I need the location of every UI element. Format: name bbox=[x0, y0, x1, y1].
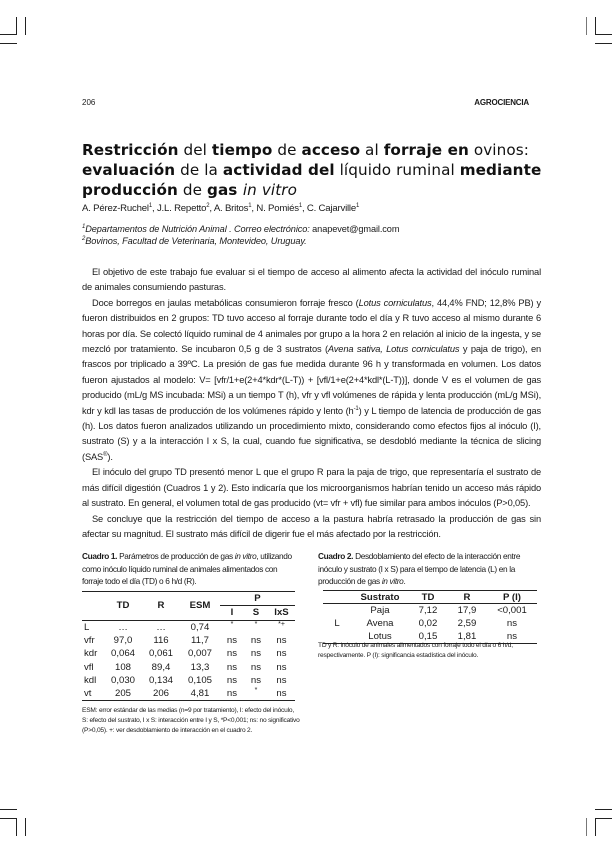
table-cell: ns bbox=[276, 674, 287, 686]
table1-caption-label: Cuadro 1. bbox=[82, 551, 118, 561]
title-line-1 bbox=[82, 141, 529, 159]
author bbox=[214, 203, 252, 214]
crop-mark-tl-v2 bbox=[25, 17, 26, 35]
author-list: A. Pérez-Ruchel$^1$, J.L. Repetto$^2$, A. Britos$^1$, N. Pomiés$^1$, C. Cajarville$^1$ bbox=[82, 203, 360, 215]
table-row bbox=[82, 620, 295, 634]
table2-header-p: P (I) bbox=[487, 591, 537, 604]
author bbox=[307, 203, 359, 214]
table-cell-param: vfr bbox=[84, 635, 95, 647]
paragraph-text: y paja de trigo), en frascos por triplicado a 39ºC. La presión de gas fue medida durante 96 h y transformada en volumen. Los datos fueron ajustados al modelo: V= [vfr/1+e(2+4*kdr*(L-T)) + [vfl/1+e(2+4*kdl*(L-T))], donde V es el volumen de gas producido (mL/g MS incubada: MSi) a un tiempo T (h), vfr y vfl volúmenes de rápida y lenta producción (mL/g MSi), kdr y kdl las tasas de producción de los volúmenes rápido y lento (h bbox=[82, 344, 541, 416]
paragraph-text: , 44,4% FND; 12,8% PB) y fueron distribuidos en 2 grupos: TD tuvo acceso al forraje durante todo el día y R tuvo acceso al mismo durante 6 horas por día. Se colectó líquido ruminal de 4 animales por grupo a la hora 2 en relación al inicio de la ingesta, y se mezcló por tratamiento. Se incubaron 0,5 g de 3 sustratos ( bbox=[82, 297, 541, 355]
title-text: mediante bbox=[459, 161, 542, 179]
table-cell: 0,02 bbox=[418, 618, 438, 629]
table-cell: 116 bbox=[153, 635, 169, 647]
table-cell: ns bbox=[226, 674, 238, 686]
title-text: de bbox=[177, 181, 207, 199]
table2-header-sustrato: Sustrato bbox=[351, 591, 409, 604]
table-cell: 13,3 bbox=[190, 661, 210, 673]
species-name: Lotus corniculatus bbox=[358, 297, 432, 308]
author-affiliation-mark: 1 bbox=[298, 203, 302, 209]
author-affiliation-mark: 2 bbox=[206, 203, 210, 209]
crop-mark-tl-h2 bbox=[0, 43, 17, 44]
superscript: -1 bbox=[353, 405, 359, 412]
table-row bbox=[323, 617, 537, 630]
crop-mark-br-h2 bbox=[595, 818, 612, 819]
page-number: 206 bbox=[82, 98, 96, 107]
table2-param-label: L bbox=[323, 604, 351, 644]
table-cell: 0,74 bbox=[190, 621, 210, 633]
table-row bbox=[82, 647, 295, 660]
table-cell: 108 bbox=[114, 661, 131, 673]
title-text: de bbox=[272, 141, 302, 159]
table-cell: ns bbox=[506, 618, 518, 629]
author-name: A. Pérez-Ruchel bbox=[82, 203, 149, 215]
table-cell: ns bbox=[276, 648, 287, 660]
title-text: Restricción bbox=[82, 141, 179, 159]
author-name: J.L. Repetto bbox=[156, 203, 207, 215]
table-cell-param: vt bbox=[82, 687, 104, 701]
table-cell: 0,105 bbox=[187, 674, 212, 686]
title-text: ovinos: bbox=[468, 141, 529, 159]
affiliation-text: Bovinos, Facultad de Veterinaria, Montevideo, Uruguay. bbox=[85, 236, 307, 247]
title-line-3 bbox=[82, 181, 297, 199]
table-cell: 11,7 bbox=[191, 635, 209, 647]
table2-caption-label: Cuadro 2. bbox=[318, 551, 354, 561]
author-name: A. Britos bbox=[213, 203, 249, 215]
affiliation-number: 2 bbox=[82, 236, 86, 242]
paragraph-text: Doce borregos en jaulas metabólicas consumieron forraje fresco ( bbox=[92, 297, 359, 308]
table-cell: 2,59 bbox=[457, 618, 477, 629]
table-row bbox=[82, 660, 295, 673]
crop-mark-bl-v2 bbox=[25, 818, 26, 836]
author-affiliation-mark: 1 bbox=[148, 203, 152, 209]
table-cell: 0,007 bbox=[187, 648, 212, 660]
table-cell: Lotus bbox=[351, 630, 409, 644]
table2 bbox=[323, 590, 537, 644]
table-cell: 0,134 bbox=[148, 674, 173, 686]
table1-caption bbox=[82, 550, 300, 588]
table-cell: 89,4 bbox=[151, 661, 171, 673]
table-cell: ns bbox=[220, 687, 244, 701]
table2-header-row bbox=[323, 591, 537, 604]
table-row bbox=[82, 674, 295, 687]
table-cell: * bbox=[230, 620, 234, 628]
title-text: actividad del bbox=[222, 161, 335, 179]
table2-caption bbox=[318, 550, 540, 588]
title-text: evaluación bbox=[82, 161, 176, 179]
title-text: al bbox=[360, 141, 384, 159]
table-cell: ns bbox=[250, 648, 262, 660]
paragraph-conclusion: Se concluye que la restricción del tiempo de acceso a la pastura habría retrasado la producción de gas sin afectar su magnitud. El sustrato más difícil de digerir fue el más afectado por la restricción. bbox=[82, 513, 541, 539]
table-cell: ns bbox=[226, 635, 238, 647]
table1-header-i: I bbox=[220, 606, 244, 620]
caption-text: . bbox=[403, 576, 406, 586]
table2-header-r: R bbox=[447, 591, 487, 604]
table-cell-param: vfl bbox=[84, 661, 94, 673]
registered-mark: ® bbox=[103, 451, 108, 458]
table-cell: 0,15 bbox=[409, 630, 447, 644]
author-affiliation-mark: 1 bbox=[248, 203, 252, 209]
table-cell: … bbox=[156, 621, 166, 633]
table-cell: ns bbox=[250, 674, 262, 686]
crop-mark-tl-h bbox=[0, 34, 17, 35]
title-text: producción bbox=[82, 181, 178, 199]
paragraph-text: ) y L tiempo de latencia de producción de gas (h). Los datos fueron analizados utilizando un procedimiento mixto, considerando como efectos fijos al inóculo (I), sustrato (S) y a la interacción I x S, la cual, cuando fue significativa, se desdobló mediante la técnica de slicing (SAS bbox=[82, 405, 541, 462]
table1-header-empty bbox=[82, 592, 104, 621]
title-text: acceso bbox=[301, 141, 361, 159]
crop-mark-tr-h2 bbox=[595, 43, 612, 44]
author-affiliation-mark: 1 bbox=[356, 203, 360, 209]
table-cell: 206 bbox=[142, 687, 180, 701]
crop-mark-bl-h bbox=[0, 809, 17, 810]
article-title bbox=[82, 140, 542, 200]
table-cell: ns bbox=[250, 661, 262, 673]
table1-header-ixs: IxS bbox=[268, 606, 295, 620]
title-text: líquido ruminal bbox=[334, 161, 460, 179]
table-cell: 17,9 bbox=[457, 605, 477, 616]
abstract-body bbox=[82, 265, 541, 542]
table1-header-row-1 bbox=[82, 592, 295, 606]
table-cell: ns bbox=[276, 635, 287, 647]
table-cell: 97,0 bbox=[113, 635, 133, 647]
table-cell: … bbox=[118, 621, 128, 633]
crop-mark-tl-v bbox=[16, 17, 17, 35]
table2-header-empty bbox=[323, 591, 351, 604]
table1-header-s: S bbox=[244, 606, 268, 620]
caption-italic: in vitro bbox=[234, 551, 257, 561]
title-text: del bbox=[178, 141, 212, 159]
table-cell: 0,030 bbox=[110, 674, 135, 686]
table-cell: ns bbox=[226, 661, 238, 673]
table-row bbox=[82, 634, 295, 647]
journal-name: AGROCIENCIA bbox=[474, 98, 529, 107]
table1-header-p: P bbox=[220, 592, 295, 606]
table1 bbox=[82, 591, 295, 701]
table2-footnote: TD y R: inóculo de animales alimentados con forraje todo el día o 6 h/d, respectivamente. P (I): significancia estadística del inóculo. bbox=[318, 642, 513, 659]
table-cell: ns bbox=[487, 630, 537, 644]
paragraph-objective: El objetivo de este trabajo fue evaluar si el tiempo de acceso al alimento afecta la actividad del inóculo ruminal de animales consumiendo pasturas. bbox=[82, 267, 541, 293]
author-name: C. Cajarville bbox=[306, 203, 357, 215]
crop-mark-bl-h2 bbox=[0, 818, 17, 819]
paragraph-results: El inóculo del grupo TD presentó menor L que el grupo R para la paja de trigo, que representaría el sustrato de más difícil digestión (Cuadros 1 y 2). Esto indicaría que los microorganismos habrían tenido un acceso más rápido al sustrato. En general, el volumen total de gas producido (vt= vfr + vfl) fue similar para ambos inóculos (P>0,05). bbox=[82, 467, 541, 509]
caption-italic: in vitro bbox=[381, 576, 404, 586]
table-cell: <0,001 bbox=[497, 605, 527, 616]
table-cell-param: L bbox=[84, 621, 90, 633]
table-cell: 0,064 bbox=[110, 648, 135, 660]
table-row bbox=[323, 604, 537, 618]
table-cell-param: kdl bbox=[84, 674, 97, 686]
crop-mark-tr-v2 bbox=[586, 17, 587, 35]
table-cell: Paja bbox=[370, 605, 390, 616]
title-line-2 bbox=[82, 161, 541, 179]
table-cell: ns bbox=[276, 661, 287, 673]
table-cell: 1,81 bbox=[447, 630, 487, 644]
table-cell: 7,12 bbox=[418, 605, 438, 616]
author bbox=[82, 203, 152, 214]
affiliation-number: 1 bbox=[82, 224, 86, 230]
table-cell: Avena bbox=[366, 618, 394, 629]
table-cell: ns bbox=[250, 635, 262, 647]
paragraph-methods bbox=[82, 296, 541, 465]
title-text: gas bbox=[206, 181, 238, 199]
crop-mark-br-h bbox=[595, 809, 612, 810]
affiliation-text: Departamentos de Nutrición Animal . Correo electrónico: bbox=[85, 224, 313, 235]
table-cell: 0,061 bbox=[148, 648, 173, 660]
crop-mark-br-v2 bbox=[586, 818, 587, 836]
title-text: de la bbox=[175, 161, 223, 179]
author-name: N. Pomiés bbox=[256, 203, 299, 215]
table-cell: 205 bbox=[104, 687, 142, 701]
crop-mark-br-v bbox=[595, 818, 596, 836]
affiliation-1 bbox=[82, 224, 542, 234]
title-text: forraje en bbox=[383, 141, 469, 159]
table-cell: 4,81 bbox=[180, 687, 220, 701]
table1-header-r: R bbox=[142, 592, 180, 621]
table-cell: * bbox=[254, 620, 258, 628]
crop-mark-tr-h bbox=[595, 34, 612, 35]
author bbox=[157, 203, 209, 214]
table1-footnote: ESM: error estándar de las medias (n=9 por tratamiento), I: efecto del inóculo, S: efecto del sustrato, I x S: interacción entre I y S, *P<0,001; ns: no significativo (P>0,05). +: ver desdoblamiento de interacción en el cuadro 2. bbox=[82, 707, 300, 734]
caption-text: , utilizando como inóculo líquido ruminal de animales alimentados con forraje todo el día (TD) o 6 h/d (R). bbox=[82, 551, 292, 586]
table-cell: ns bbox=[268, 687, 295, 701]
affiliation-2 bbox=[82, 236, 542, 246]
table-cell-param: kdr bbox=[84, 648, 98, 660]
caption-text: Desdoblamiento del efecto de la interacción entre inóculo y sustrato (I x S) para el tiempo de latencia (L) en la producción de gas bbox=[318, 551, 521, 586]
table2-header-td: TD bbox=[409, 591, 447, 604]
title-text: tiempo bbox=[211, 141, 273, 159]
email-link[interactable]: anapevet@gmail.com bbox=[312, 224, 400, 235]
table1-header-td: TD bbox=[104, 592, 142, 621]
table1-header-esm: ESM bbox=[180, 592, 220, 621]
crop-mark-tr-v bbox=[595, 17, 596, 35]
table-cell: ns bbox=[226, 648, 238, 660]
species-name: Avena sativa, Lotus corniculatus bbox=[327, 344, 460, 355]
table-cell: *+ bbox=[278, 620, 285, 628]
crop-mark-bl-v bbox=[16, 818, 17, 836]
caption-text: Parámetros de producción de gas bbox=[117, 551, 235, 561]
title-italic: in vitro bbox=[242, 181, 298, 199]
author bbox=[256, 203, 302, 214]
paragraph-text: ). bbox=[107, 451, 113, 462]
table-cell: * bbox=[244, 687, 268, 701]
table-row bbox=[82, 687, 295, 701]
